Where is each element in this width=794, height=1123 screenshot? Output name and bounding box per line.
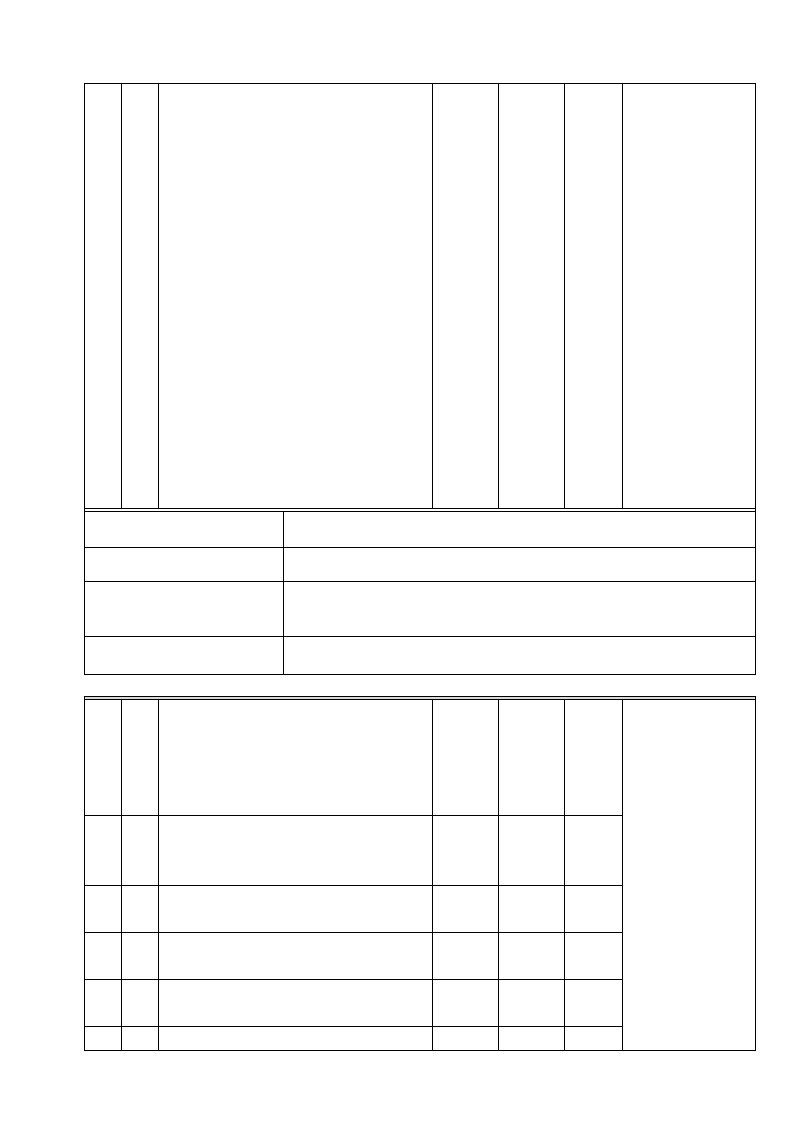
cross-line-label	[85, 637, 284, 675]
lesson-topic	[159, 886, 433, 933]
empty-cell	[499, 980, 565, 1027]
empty-cell	[565, 816, 623, 886]
cross-line-label	[85, 548, 284, 582]
empty-cell	[565, 933, 623, 980]
col-notes-cell	[565, 84, 623, 509]
lesson-topic	[159, 933, 433, 980]
empty-cell	[433, 1027, 499, 1051]
cross-line-text	[284, 512, 756, 548]
lesson-topic	[159, 1027, 433, 1051]
empty-cell	[565, 1027, 623, 1051]
empty-cell	[433, 816, 499, 886]
lesson-topic	[159, 700, 433, 816]
cross-line-text	[284, 582, 756, 637]
empty-cell	[433, 933, 499, 980]
cross-line-text	[284, 548, 756, 582]
cross-line-text	[284, 637, 756, 675]
lesson-index	[122, 886, 159, 933]
lesson-index	[122, 980, 159, 1027]
lesson-number	[85, 886, 122, 933]
lesson-number	[85, 700, 122, 816]
lessons-table	[84, 696, 756, 1051]
cross-line-label	[85, 512, 284, 548]
empty-cell	[565, 980, 623, 1027]
col-date-cell	[433, 84, 499, 509]
empty-cell	[499, 1027, 565, 1051]
col-topic-cell	[159, 84, 433, 509]
empty-cell	[499, 886, 565, 933]
lesson-number	[85, 980, 122, 1027]
empty-cell	[433, 886, 499, 933]
empty-cell	[499, 816, 565, 886]
col-number-cell	[85, 84, 122, 509]
outcomes-cell	[623, 84, 756, 509]
col-lesson-cell	[122, 84, 159, 509]
empty-cell	[433, 980, 499, 1027]
lesson-index	[122, 1027, 159, 1051]
lesson-number	[85, 933, 122, 980]
lesson-topic	[159, 816, 433, 886]
lesson-index	[122, 700, 159, 816]
knowledge-cell	[623, 700, 756, 1051]
cross-line-label	[85, 582, 284, 637]
empty-cell	[433, 700, 499, 816]
empty-cell	[565, 886, 623, 933]
lesson-index	[122, 933, 159, 980]
lesson-number	[85, 1027, 122, 1051]
top-continuation-table	[84, 83, 756, 509]
col-date-cell	[499, 84, 565, 509]
empty-cell	[499, 700, 565, 816]
cross-lines-table	[84, 508, 756, 675]
lesson-number	[85, 816, 122, 886]
lesson-index	[122, 816, 159, 886]
empty-cell	[565, 700, 623, 816]
empty-cell	[499, 933, 565, 980]
lesson-topic	[159, 980, 433, 1027]
